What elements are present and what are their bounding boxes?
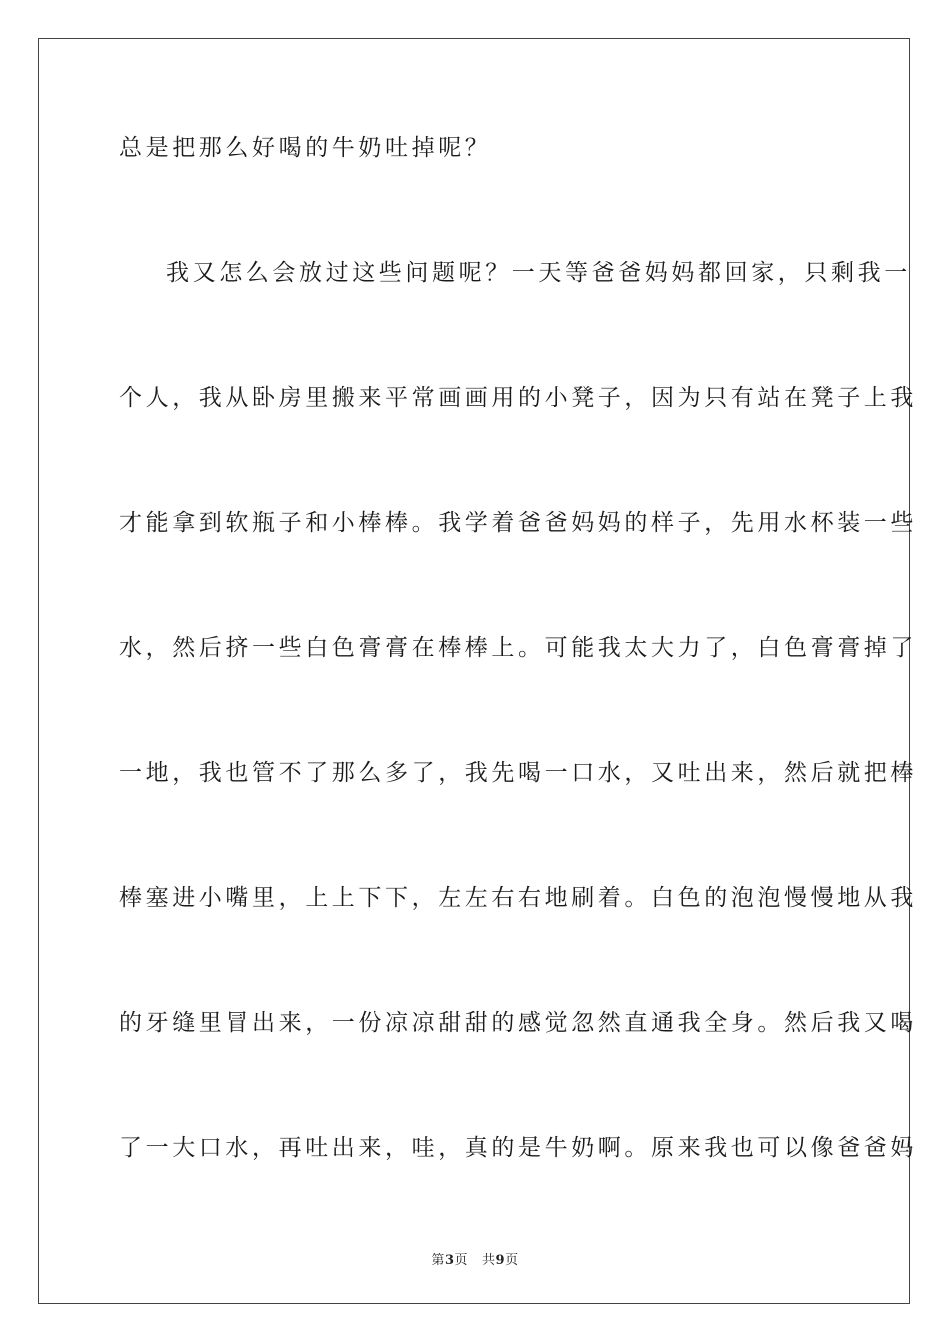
body-line-4: 才能拿到软瓶子和小棒棒。我学着爸爸妈妈的样子，先用水杯装一些 <box>119 510 917 536</box>
page-total-suffix: 页 <box>505 1253 519 1268</box>
page-number-suffix: 页 <box>454 1253 468 1268</box>
page-number-prefix: 第 <box>431 1253 445 1268</box>
page-number-total: 9 <box>495 1253 506 1268</box>
body-line-8: 的牙缝里冒出来，一份凉凉甜甜的感觉忽然直通我全身。然后我又喝 <box>119 1010 917 1036</box>
body-line-1: 总是把那么好喝的牛奶吐掉呢？ <box>119 135 492 161</box>
page-number-current: 3 <box>444 1253 455 1268</box>
page-footer <box>39 1249 911 1268</box>
body-line-6: 一地，我也管不了那么多了，我先喝一口水，又吐出来，然后就把棒 <box>119 760 917 786</box>
body-line-5: 水，然后挤一些白色膏膏在棒棒上。可能我太大力了，白色膏膏掉了 <box>119 635 917 661</box>
body-line-3: 个人，我从卧房里搬来平常画画用的小凳子，因为只有站在凳子上我 <box>119 385 917 411</box>
body-line-2: 我又怎么会放过这些问题呢？一天等爸爸妈妈都回家，只剩我一 <box>166 260 911 286</box>
page-frame <box>38 38 917 1304</box>
body-line-7: 棒塞进小嘴里，上上下下，左左右右地刷着。白色的泡泡慢慢地从我 <box>119 885 917 911</box>
body-line-9: 了一大口水，再吐出来，哇，真的是牛奶啊。原来我也可以像爸爸妈 <box>119 1135 917 1161</box>
page-total-prefix: 共 <box>482 1253 496 1268</box>
